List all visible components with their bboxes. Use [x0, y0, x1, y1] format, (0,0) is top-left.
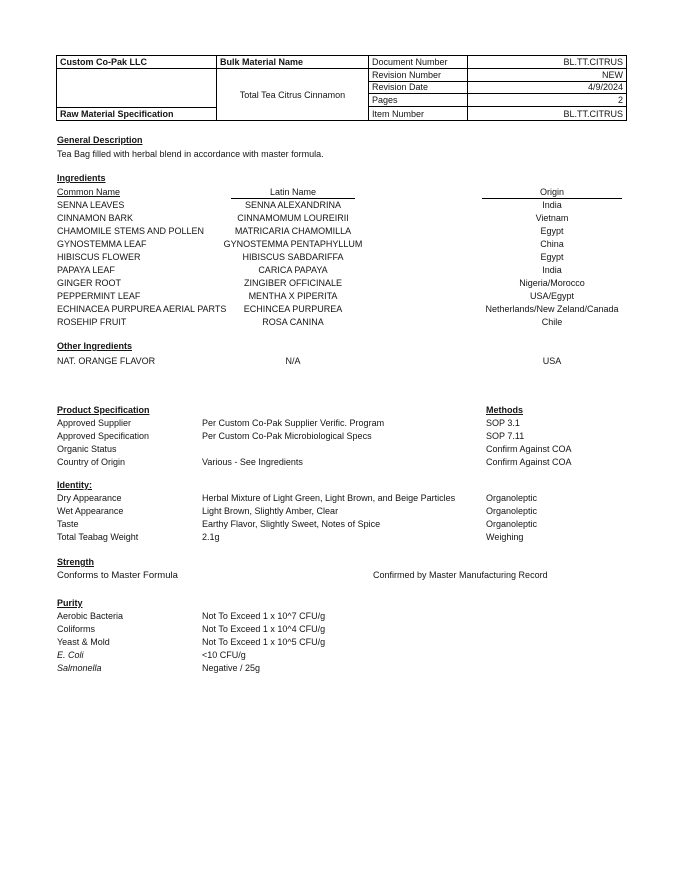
ingredient-common-name: CINNAMON BARK	[57, 213, 134, 223]
general-description-heading: General Description	[57, 135, 143, 145]
ingredient-row	[57, 251, 649, 264]
purity-rows	[57, 610, 649, 675]
spec-label: Organic Status	[57, 444, 117, 454]
identity-rows	[57, 492, 649, 544]
purity-row	[57, 623, 649, 636]
purity-label: Aerobic Bacteria	[57, 611, 124, 621]
identity-method: Organoleptic	[486, 506, 538, 516]
product-specification-row	[57, 417, 649, 430]
meta-value: NEW	[468, 69, 626, 82]
ingredient-origin: Chile	[541, 317, 563, 327]
ingredient-row	[57, 316, 649, 329]
spec-value: Per Custom Co-Pak Supplier Verific. Program	[202, 418, 385, 428]
spec-label: Approved Specification	[57, 431, 150, 441]
purity-label: E. Coli	[57, 650, 84, 660]
ingredient-common-name: PEPPERMINT LEAF	[57, 291, 141, 301]
ingredient-latin-name: MENTHA X PIPERITA	[248, 291, 338, 301]
product-specification-rows	[57, 417, 649, 469]
meta-label: Document Number	[369, 56, 468, 69]
common-name-column-header: Common Name	[57, 187, 121, 197]
purity-label: Yeast & Mold	[57, 637, 110, 647]
ingredient-origin: China	[540, 239, 564, 249]
ingredient-latin-name: GYNOSTEMMA PENTAPHYLLUM	[223, 239, 363, 249]
spec-method: SOP 7.11	[486, 431, 525, 441]
ingredient-latin-name: HIBISCUS SABDARIFFA	[242, 252, 344, 262]
identity-value: Earthy Flavor, Slightly Sweet, Notes of Spice	[202, 519, 381, 529]
strength-statement: Conforms to Master Formula	[57, 570, 178, 581]
product-specification-row	[57, 456, 649, 469]
latin-name-column-header: Latin Name	[217, 186, 369, 199]
identity-row	[57, 505, 649, 518]
meta-label: Pages	[369, 94, 468, 107]
spec-method: SOP 3.1	[486, 418, 520, 428]
ingredients-rows	[57, 199, 649, 329]
meta-value: BL.TT.CITRUS	[563, 108, 623, 119]
bulk-material-label: Bulk Material Name	[217, 56, 368, 69]
other-ingredient-row	[57, 355, 649, 368]
origin-column-header: Origin	[457, 186, 647, 199]
ingredient-latin-name: SENNA ALEXANDRINA	[244, 200, 342, 210]
ingredient-latin-name: ECHINCEA PURPUREA	[243, 304, 343, 314]
meta-value: 4/9/2024	[468, 82, 626, 95]
identity-method: Organoleptic	[486, 519, 538, 529]
ingredient-origin: USA/Egypt	[529, 291, 575, 301]
ingredient-common-name: PAPAYA LEAF	[57, 265, 115, 275]
identity-row	[57, 518, 649, 531]
header-meta-grid	[369, 56, 626, 120]
methods-heading: Methods	[486, 405, 523, 415]
ingredients-section	[57, 172, 649, 329]
purity-value: <10 CFU/g	[202, 650, 246, 660]
ingredient-origin: Netherlands/New Zeland/Canada	[485, 304, 619, 314]
header-col-company	[57, 56, 217, 120]
identity-label: Dry Appearance	[57, 493, 122, 503]
strength-heading: Strength	[57, 557, 94, 567]
spec-method: Confirm Against COA	[486, 457, 572, 467]
other-ingredient-latin-name: N/A	[285, 356, 301, 366]
identity-value: Herbal Mixture of Light Green, Light Brown, and Beige Particles	[202, 493, 456, 503]
other-ingredient-origin: USA	[542, 356, 562, 366]
identity-method: Organoleptic	[486, 493, 538, 503]
strength-confirmation: Confirmed by Master Manufacturing Record	[373, 570, 548, 580]
ingredient-latin-name: CARICA PAPAYA	[258, 265, 328, 275]
ingredient-latin-name: ROSA CANINA	[262, 317, 324, 327]
ingredient-row	[57, 238, 649, 251]
ingredient-row	[57, 212, 649, 225]
other-ingredient-common-name: NAT. ORANGE FLAVOR	[57, 356, 156, 366]
product-specification-heading: Product Specification	[57, 405, 150, 415]
purity-label: Coliforms	[57, 624, 96, 634]
spec-label: Approved Supplier	[57, 418, 132, 428]
purity-row	[57, 649, 649, 662]
spec-value: Per Custom Co-Pak Microbiological Specs	[202, 431, 372, 441]
ingredient-latin-name: MATRICARIA CHAMOMILLA	[234, 226, 352, 236]
spec-label: Country of Origin	[57, 457, 126, 467]
strength-section	[57, 556, 649, 582]
identity-label: Taste	[57, 519, 79, 529]
other-ingredients-heading: Other Ingredients	[57, 341, 133, 351]
purity-section	[57, 597, 649, 675]
ingredient-common-name: GYNOSTEMMA LEAF	[57, 239, 147, 249]
identity-section	[57, 479, 649, 544]
identity-value: 2.1g	[202, 532, 220, 542]
spec-value: Various - See Ingredients	[202, 457, 303, 467]
ingredient-row	[57, 290, 649, 303]
ingredient-origin: Egypt	[540, 252, 564, 262]
other-ingredients-rows	[57, 355, 649, 368]
ingredient-row	[57, 225, 649, 238]
purity-heading: Purity	[57, 598, 83, 608]
ingredient-common-name: HIBISCUS FLOWER	[57, 252, 141, 262]
product-specification-section	[57, 404, 649, 469]
ingredient-row	[57, 199, 649, 212]
identity-label: Total Teabag Weight	[57, 532, 139, 542]
purity-value: Not To Exceed 1 x 10^5 CFU/g	[202, 637, 326, 647]
meta-label: Revision Date	[369, 82, 468, 95]
meta-label: Item Number	[369, 107, 468, 120]
meta-label: Revision Number	[369, 69, 468, 82]
ingredients-column-headers	[57, 186, 649, 199]
ingredient-origin: Nigeria/Morocco	[519, 278, 585, 288]
ingredient-row	[57, 277, 649, 290]
identity-value: Light Brown, Slightly Amber, Clear	[202, 506, 339, 516]
header-col-bulk-material	[217, 56, 369, 120]
meta-value: BL.TT.CITRUS	[468, 56, 626, 69]
purity-value: Not To Exceed 1 x 10^7 CFU/g	[202, 611, 326, 621]
product-specification-row	[57, 443, 649, 456]
purity-value: Not To Exceed 1 x 10^4 CFU/g	[202, 624, 326, 634]
ingredient-latin-name: ZINGIBER OFFICINALE	[243, 278, 342, 288]
identity-row	[57, 531, 649, 544]
general-description-text: Tea Bag filled with herbal blend in accordance with master formula.	[57, 149, 324, 159]
bulk-material-value: Total Tea Citrus Cinnamon	[239, 89, 346, 100]
purity-row	[57, 636, 649, 649]
purity-row	[57, 610, 649, 623]
ingredient-origin: Vietnam	[535, 213, 569, 223]
strength-row	[57, 569, 649, 582]
ingredient-origin: India	[542, 200, 562, 210]
ingredient-common-name: CHAMOMILE STEMS AND POLLEN	[57, 226, 205, 236]
spec-method: Confirm Against COA	[486, 444, 572, 454]
identity-row	[57, 492, 649, 505]
product-specification-headers	[57, 404, 649, 417]
ingredient-row	[57, 303, 649, 316]
purity-row	[57, 662, 649, 675]
header-table	[56, 55, 627, 121]
other-ingredients-section	[57, 340, 649, 368]
purity-value: Negative / 25g	[202, 663, 261, 673]
purity-label: Salmonella	[57, 663, 102, 673]
ingredient-common-name: ECHINACEA PURPUREA AERIAL PARTS	[57, 304, 227, 314]
ingredient-common-name: SENNA LEAVES	[57, 200, 125, 210]
company-cell-filler	[57, 69, 216, 107]
ingredient-common-name: GINGER ROOT	[57, 278, 122, 288]
ingredient-latin-name: CINNAMOMUM LOUREIRII	[237, 213, 349, 223]
doc-type-label: Raw Material Specification	[57, 107, 216, 120]
product-specification-row	[57, 430, 649, 443]
meta-value: 2	[468, 94, 626, 107]
ingredients-heading: Ingredients	[57, 173, 106, 183]
spec-value	[202, 443, 486, 456]
ingredient-origin: India	[542, 265, 562, 275]
ingredient-origin: Egypt	[540, 226, 564, 236]
ingredient-row	[57, 264, 649, 277]
identity-label: Wet Appearance	[57, 506, 124, 516]
ingredient-common-name: ROSEHIP FRUIT	[57, 317, 127, 327]
identity-method: Weighing	[486, 532, 524, 542]
identity-heading: Identity:	[57, 480, 92, 490]
general-description-section	[57, 134, 649, 161]
company-name: Custom Co-Pak LLC	[57, 56, 216, 69]
